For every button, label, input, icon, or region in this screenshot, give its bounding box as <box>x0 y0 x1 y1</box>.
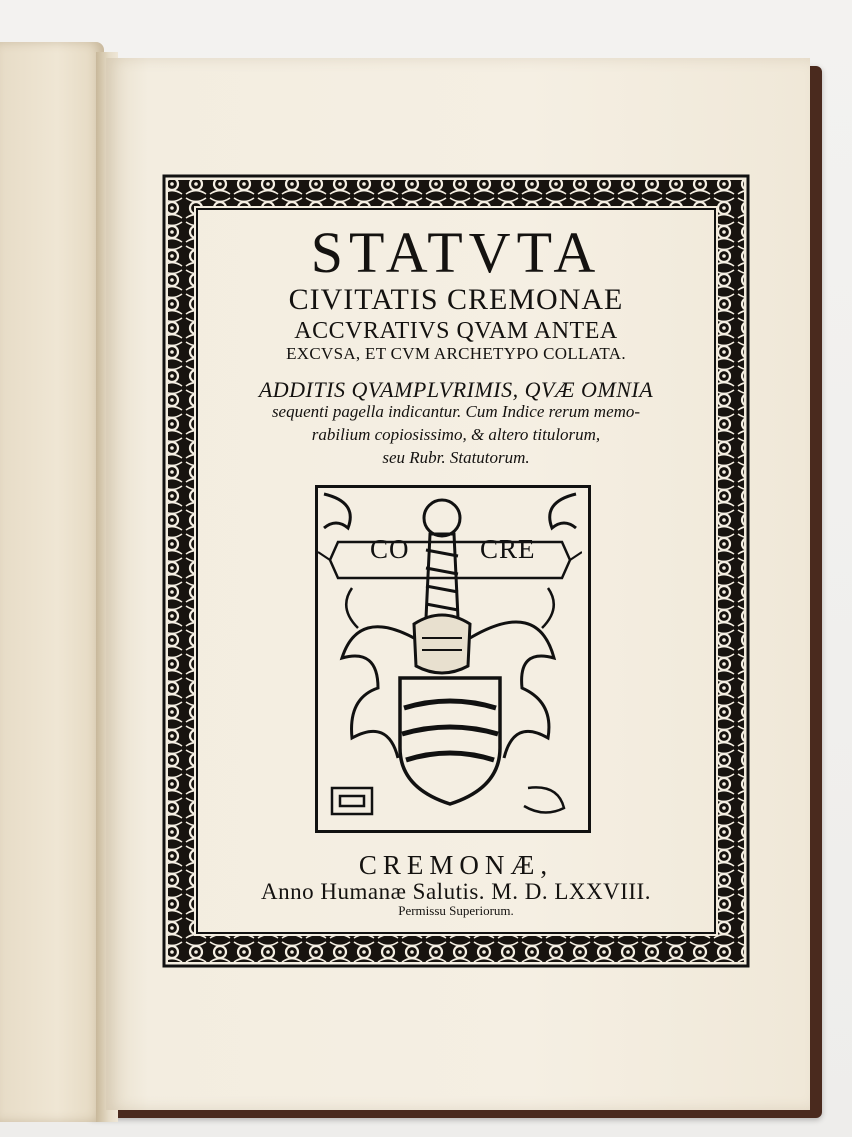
woodcut-emblem <box>315 485 591 833</box>
subtitle-line-1: CIVITATIS CREMONAE <box>288 283 624 316</box>
woodcut-banner-left: CO <box>370 534 410 564</box>
woodcut-banner-right: CRE <box>480 534 536 564</box>
imprint-permission: Permissu Superiorum. <box>398 903 514 918</box>
subtitle-line-3: EXCVSA, ET CVM ARCHETYPO COLLATA. <box>286 344 626 363</box>
left-page <box>0 42 104 1122</box>
imprint-city: CREMONÆ, <box>358 850 554 880</box>
coat-of-arms-icon <box>318 488 582 824</box>
italic-line-2: sequenti pagella indicantur. Cum Indice rerum memo- <box>271 402 641 421</box>
italic-line-4: seu Rubr. Statutorum. <box>382 448 530 467</box>
subtitle-line-2: ACCVRATIVS QVAM ANTEA <box>294 318 618 344</box>
book-title: STATVTA <box>310 220 602 285</box>
italic-line-3: rabilium copiosissimo, & altero titulorum, <box>311 425 601 444</box>
imprint-year: Anno Humanæ Salutis. M. D. LXXVIII. <box>261 879 651 904</box>
italic-line-1: ADDITIS QVAMPLVRIMIS, QVÆ OMNIA <box>258 377 654 402</box>
